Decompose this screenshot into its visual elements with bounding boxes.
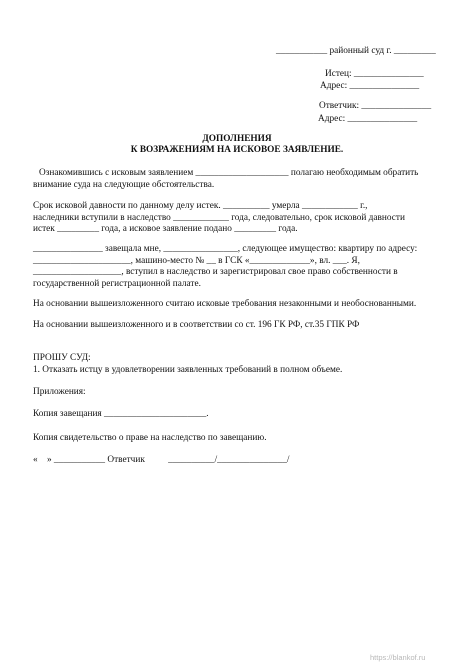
attachment-item-2: Копия свидетельство о праве на наследство по завещанию. xyxy=(33,433,267,443)
request-heading: ПРОШУ СУД: xyxy=(33,353,91,363)
document-title: ДОПОЛНЕНИЯ xyxy=(202,134,272,144)
paragraph-1-line-2: внимание суда на следующие обстоятельства. xyxy=(33,180,215,190)
defendant-address-line: Адрес: _______________ xyxy=(318,114,418,124)
paragraph-3-line-2: _____________________, машино-место № __ в ГСК «_____________», вл. ___. Я, xyxy=(33,256,360,266)
paragraph-2-line-3: истек _________ года, а исковое заявление подано _________ года. xyxy=(33,224,298,234)
request-item-1: 1. Отказать истцу в удовлетворении заявленных требований в полном объеме. xyxy=(33,365,343,375)
paragraph-3-line-1: _______________ завещала мне, ________________, следующее имущество: квартиру по адресу: xyxy=(33,244,418,254)
signature-line: « » ___________ Ответчик __________/_______________/ xyxy=(33,455,290,465)
paragraph-3-line-4: государственной регистрационной палате. xyxy=(33,279,201,289)
paragraph-3-line-3: ___________________, вступил в наследство и зарегистрировал свое право собственности в xyxy=(33,267,398,277)
paragraph-1-line-1: Ознакомившись с исковым заявлением ____________________ полагаю необходимым обратить xyxy=(39,168,419,178)
court-line: ___________ районный суд г. _________ xyxy=(276,46,436,56)
plaintiff-line: Истец: _______________ xyxy=(325,69,424,79)
defendant-line: Ответчик: _______________ xyxy=(319,101,432,111)
document-subtitle: К ВОЗРАЖЕНИЯМ НА ИСКОВОЕ ЗАЯВЛЕНИЕ. xyxy=(130,145,344,155)
paragraph-5: На основании вышеизложенного и в соответствии со ст. 196 ГК РФ, ст.35 ГПК РФ xyxy=(33,320,360,330)
paragraph-2-line-1: Срок исковой давности по данному делу истек. __________ умерла ____________ г., xyxy=(33,201,368,211)
attachments-heading: Приложения: xyxy=(33,387,86,397)
paragraph-2-line-2: наследники вступили в наследство ____________ года, следовательно, срок исковой давности xyxy=(33,213,405,223)
attachment-item-1: Копия завещания ______________________. xyxy=(33,409,209,419)
paragraph-4: На основании вышеизложенного считаю исковые требования незаконными и необоснованными. xyxy=(33,299,417,309)
watermark-link: https://blankof.ru xyxy=(370,653,426,662)
plaintiff-address-line: Адрес: _______________ xyxy=(320,81,420,91)
